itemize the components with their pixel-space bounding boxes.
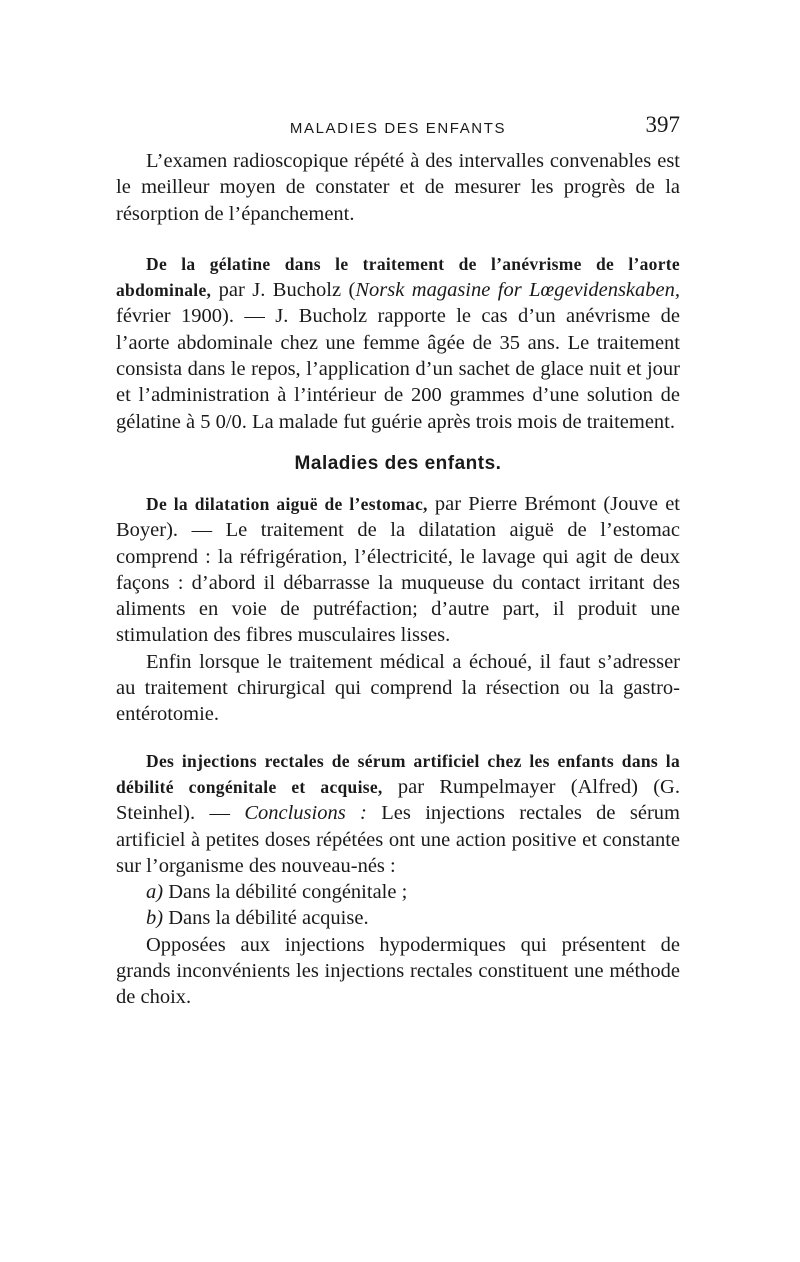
spacer: [116, 227, 680, 251]
running-header: [116, 108, 680, 148]
article-author: par Rumpelmayer (Alfred) (G. Steinhel). —: [116, 775, 680, 825]
article-title: De la dilatation aiguë de l’estomac,: [146, 493, 428, 514]
conclusions-label: Conclusions :: [244, 802, 367, 825]
spacer: [116, 728, 680, 748]
section-heading: Maladies des enfants.: [294, 452, 502, 474]
closing-paragraph: Opposées aux injections hypodermiques qui présentent de grands inconvénients les injections rectales constituent une méthode de choix.: [116, 933, 680, 1009]
list-marker: a): [146, 881, 164, 904]
article-body: par Pierre Brémont (Jouve et Boyer). — Le traitement de la dilatation aiguë de l’estomac comprend : la réfrigération, l’électricité, le lavage qui agit de deux façons : d’abord il débarrasse la muqueuse du contact irritant des aliments en voie de putréfaction; d’autre part, il produit une stimulation des fibres musculaires lisses.: [116, 492, 681, 647]
list-item: [116, 905, 680, 931]
article-title: De la gélatine dans le traitement de l’anévrisme de l’aorte abdominale,: [116, 253, 680, 301]
article-author: par J. Bucholz (: [211, 279, 356, 302]
article-title: Des injections rectales de sérum artificiel chez les enfants dans la débilité congénitale et acquise,: [116, 750, 680, 797]
page: [116, 108, 680, 1011]
article-gelatine: [116, 251, 680, 435]
journal-name: Norsk magasine for Lœgevidenskaben,: [355, 279, 680, 302]
list-item: [116, 879, 680, 905]
intro-paragraph: L’examen radioscopique répété à des intervalles convenables est le meilleur moyen de constater et de mesurer les progrès de la résorption de l’épanchement.: [116, 150, 680, 225]
article-body: Les injections rectales de sérum artificiel à petites doses répétées ont une action positive et constante sur l’organisme des nouveau-nés :: [116, 802, 680, 877]
article-paragraph: Enfin lorsque le traitement médical a échoué, il faut s’adresser au traitement chirurgical qui comprend la résection ou la gastro-entérotomie.: [116, 650, 680, 726]
list-marker: b): [146, 907, 164, 930]
page-number: 397: [645, 112, 680, 137]
article-injections: [116, 748, 680, 879]
list-text: Dans la débilité acquise.: [163, 907, 369, 930]
article-dilatation: [116, 491, 680, 649]
running-title: MALADIES DES ENFANTS: [289, 120, 507, 137]
list-text: Dans la débilité congénitale ;: [163, 881, 408, 904]
article-body: février 1900). — J. Bucholz rapporte le cas d’un anévrisme de l’aorte abdominale chez une femme âgée de 35 ans. Le traitement consista dans le repos, l’application d’un sachet de glace nuit et jour et l’administration à l’intérieur de 200 grammes d’une solution de gélatine à 5 0/0. La malade fut guérie après trois mois de traitement.: [116, 305, 680, 433]
